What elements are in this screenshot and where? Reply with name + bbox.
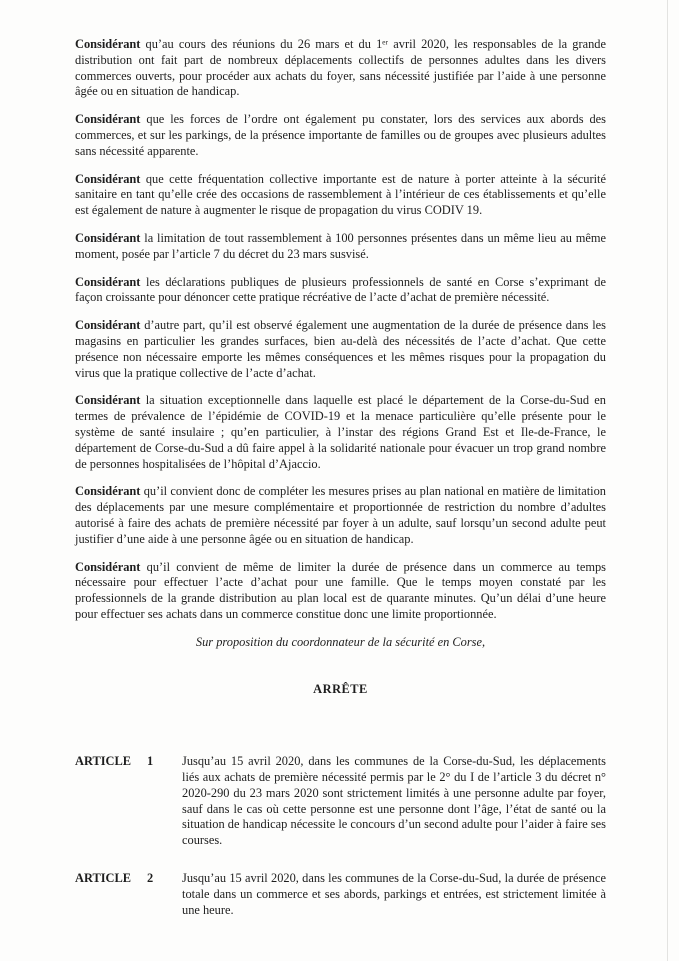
article-row: [75, 754, 606, 849]
considerant-paragraph: [75, 275, 606, 307]
page-edge-line: [667, 0, 668, 961]
considerant-lead: Considérant: [75, 37, 141, 51]
considerant-text: que les forces de l’ordre ont également pu constater, lors des services aux abords des commerces, et sur les parkings, de la présence importante de familles ou de groupes avec plusieurs adultes sans nécessité apparente.: [75, 112, 606, 158]
considerant-paragraph: [75, 318, 606, 381]
considerant-text: que cette fréquentation collective importante est de nature à porter atteinte à la sécurité sanitaire en tant qu’elle crée des occasions de rassemblement à l’intérieur de ces établissements et qu’elle est également de nature à augmenter le risque de propagation du virus CODIV 19.: [75, 171, 606, 218]
considerant-lead: Considérant: [75, 559, 141, 574]
article-label: [75, 871, 182, 887]
considerant-text: la limitation de tout rassemblement à 100 personnes présentes dans un même lieu au même moment, posée par l’article 7 du décret du 23 mars susvisé.: [75, 230, 606, 261]
article-text: Jusqu’au 15 avril 2020, dans les communes de la Corse-du-Sud, les déplacements liés aux achats de première nécessité permis par le 2° du I de l’article 3 du décret n° 2020-290 du 23 mars 2020 sont strictement limités à une personne adulte par foyer, sauf dans le cas où cette personne est une personne dont l’âge, l’état de santé ou la situation de handicap nécessite le concours d’un second adulte pour l’aider à faire ses courses.: [182, 754, 606, 848]
considerant-text: qu’il convient de même de limiter la durée de présence dans un commerce au temps nécessaire pour effectuer l’acte d’achat pour une famille. Que le temps moyen constaté par les professionnels de la grande distribution au plan local est de quarante minutes. Qu’un délai d’une heure pour effectuer ses achats dans un commerce constitue donc une limite proportionnée.: [75, 559, 606, 621]
article-label: [75, 754, 182, 770]
considerant-lead: Considérant: [75, 171, 141, 186]
considerant-paragraph: [75, 231, 606, 263]
considerant-paragraph: [75, 484, 606, 547]
considerant-lead: Considérant: [75, 230, 141, 245]
considerant-paragraph: [75, 37, 606, 100]
article-number: 2: [147, 871, 154, 886]
article-label-text: ARTICLE: [75, 871, 132, 886]
proposition-line: Sur proposition du coordonnateur de la sécurité en Corse,: [195, 634, 486, 649]
considerant-text: la situation exceptionnelle dans laquelle est placé le département de la Corse-du-Sud en termes de prévalence de l’épidémie de COVID-19 et la menace particulière qu’elle présente pour le système de santé insulaire ; qu’en particulier, à l’instar des régions Grand Est et Ile-de-France, le département de Corse-du-Sud a dû faire appel à la solidarité nationale pour évacuer un trop grand nombre de personnes hospitalisées de l’hôpital d’Ajaccio.: [75, 393, 606, 471]
considerant-paragraph: [75, 393, 606, 472]
article-label-text: ARTICLE: [75, 754, 132, 769]
considerant-lead: Considérant: [75, 393, 141, 408]
considerant-text: qu’au cours des réunions du 26 mars et du 1ᵉʳ avril 2020, les responsables de la grande distribution ont fait part de nombreux déplacements collectifs de personnes adultes dans les divers commerces ouverts, pour procéder aux achats du foyer, sans nécessité justifiée par l’aide à une personne âgée ou en situation de handicap.: [75, 37, 606, 99]
considerant-text: d’autre part, qu’il est observé également une augmentation de la durée de présence dans les magasins en particulier les grandes surfaces, bien au-delà des nécessités de l’acte d’achat. Que cette présence non nécessaire emporte les mêmes conséquences et les mêmes risques pour la propagation du virus que la pratique collective de l’acte d’achat.: [75, 318, 606, 380]
considerant-paragraph: [75, 112, 606, 159]
considerant-lead: Considérant: [75, 274, 141, 289]
considerant-text: les déclarations publiques de plusieurs professionnels de santé en Corse s’exprimant de façon croissante pour dénoncer cette pratique récréative de l’acte d’achat de première nécessité.: [75, 274, 606, 305]
considerant-lead: Considérant: [75, 484, 141, 499]
article-number: 1: [147, 754, 154, 769]
considerant-paragraph: [75, 560, 606, 623]
article-row: [75, 871, 606, 918]
considerant-text: qu’il convient donc de compléter les mesures prises au plan national en matière de limitation des déplacements par une mesure complémentaire et proportionnée de restriction du nombre d’adultes autorisé à faire des achats de première nécessité par foyer à un adulte, sauf lorsqu’un second adulte peut justifier d’une aide à une personne âgée ou en situation de handicap.: [75, 484, 606, 546]
article-text: Jusqu’au 15 avril 2020, dans les communes de la Corse-du-Sud, la durée de présence totale dans un commerce et ses abords, parkings et entrées, est strictement limitée à une heure.: [182, 871, 606, 917]
document-page: [75, 37, 606, 918]
considerant-paragraph: [75, 172, 606, 219]
articles-section: [75, 754, 606, 918]
considerant-lead: Considérant: [75, 112, 141, 127]
considerant-lead: Considérant: [75, 318, 141, 333]
decision-heading: ARRÊTE: [313, 681, 368, 696]
